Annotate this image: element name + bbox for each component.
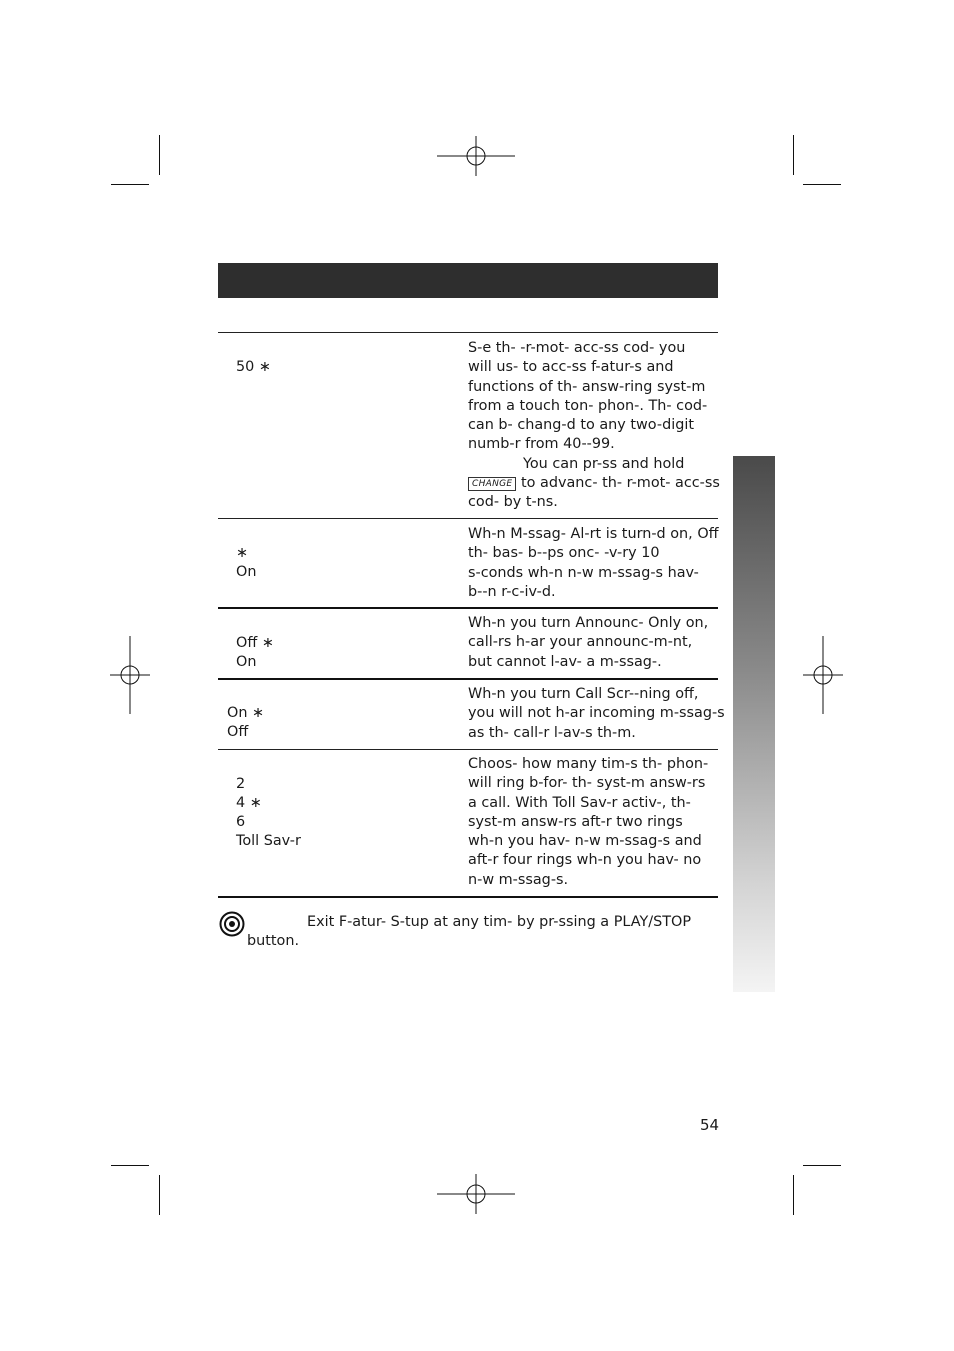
setting-description xyxy=(468,339,718,513)
registration-mark-icon xyxy=(110,636,150,714)
description-line: b--n r-c-iv-d. xyxy=(468,583,556,600)
description-line: Wh-n you turn Call Scr--ning off, xyxy=(468,686,699,702)
description-line: call-rs h-ar your announc-m-nt, xyxy=(468,634,693,651)
registration-mark-icon xyxy=(437,136,515,176)
description-line: will us- to acc-ss f-atur-s and xyxy=(468,359,674,376)
target-icon xyxy=(219,911,245,937)
option-value: ∗ xyxy=(236,545,249,561)
description-line: Wh-n you turn Announc- Only on, xyxy=(468,615,709,631)
option-value: On xyxy=(236,564,257,580)
description-line: will ring b-for- th- syst-m answ-rs xyxy=(468,775,706,792)
description-line: a call. With Toll Sav-r activ-, th- xyxy=(468,794,691,811)
description-line: s-conds wh-n n-w m-ssag-s hav- xyxy=(468,564,699,581)
option-value: On ∗ xyxy=(227,705,265,721)
note-text: button. xyxy=(247,933,300,949)
option-value: 50 ∗ xyxy=(236,359,271,375)
registration-mark-icon xyxy=(437,1174,515,1214)
option-value: 6 xyxy=(236,814,246,830)
crop-mark xyxy=(111,1165,149,1166)
crop-mark xyxy=(111,184,149,185)
description-line: you will not h-ar incoming m-ssag-s xyxy=(468,705,725,722)
description-line: th- bas- b--ps onc- -v-ry 10 xyxy=(468,545,660,562)
setting-description xyxy=(468,755,718,890)
option-value: Off xyxy=(227,724,249,740)
crop-mark xyxy=(803,1165,841,1166)
change-key-icon: CHANGE xyxy=(468,477,516,491)
crop-mark xyxy=(159,1175,160,1215)
description-line: Choos- how many tim-s th- phon- xyxy=(468,756,709,772)
description-line: from a touch ton- phon-. Th- cod- xyxy=(468,397,708,414)
divider xyxy=(218,678,718,680)
description-line: wh-n you hav- n-w m-ssag-s and xyxy=(468,833,702,850)
side-tab-gradient xyxy=(733,456,775,992)
section-header-bar xyxy=(218,263,718,298)
option-value: 4 ∗ xyxy=(236,795,262,811)
crop-mark xyxy=(793,1175,794,1215)
tip-text: to advanc- th- r-mot- acc-ss xyxy=(520,475,720,492)
setting-description xyxy=(468,525,718,602)
divider xyxy=(218,749,718,750)
description-line: functions of th- answ-ring syst-m xyxy=(468,378,706,395)
description-line: syst-m answ-rs aft-r two rings xyxy=(468,813,683,830)
tip-line: You can pr-ss and hold xyxy=(523,455,685,472)
divider xyxy=(218,607,718,609)
setting-description xyxy=(468,614,718,672)
description-line: numb-r from 40--99. xyxy=(468,436,615,453)
divider xyxy=(218,896,718,898)
note-text: Exit F-atur- S-tup at any tim- by pr-ssing a PLAY/STOP xyxy=(307,914,692,930)
divider xyxy=(218,518,718,519)
page-number: 54 xyxy=(700,1116,720,1134)
description-line: can b- chang-d to any two-digit xyxy=(468,417,694,434)
tip-line xyxy=(468,474,718,493)
description-line: but cannot l-av- a m-ssag-. xyxy=(468,653,662,670)
description-line: Wh-n M-ssag- Al-rt is turn-d on, Off xyxy=(468,526,719,542)
option-value: 2 xyxy=(236,776,246,792)
divider xyxy=(218,332,718,333)
setting-description xyxy=(468,685,725,743)
description-line: S-e th- -r-mot- acc-ss cod- you xyxy=(468,340,686,356)
tip-line: cod- by t-ns. xyxy=(468,494,558,511)
option-value: On xyxy=(236,654,257,670)
option-value: Off ∗ xyxy=(236,635,274,651)
registration-mark-icon xyxy=(803,636,843,714)
crop-mark xyxy=(793,135,794,175)
description-line: n-w m-ssag-s. xyxy=(468,871,569,888)
description-line: aft-r four rings wh-n you hav- no xyxy=(468,852,702,869)
description-line: as th- call-r l-av-s th-m. xyxy=(468,724,636,741)
option-value: Toll Sav-r xyxy=(236,833,301,849)
crop-mark xyxy=(159,135,160,175)
crop-mark xyxy=(803,184,841,185)
